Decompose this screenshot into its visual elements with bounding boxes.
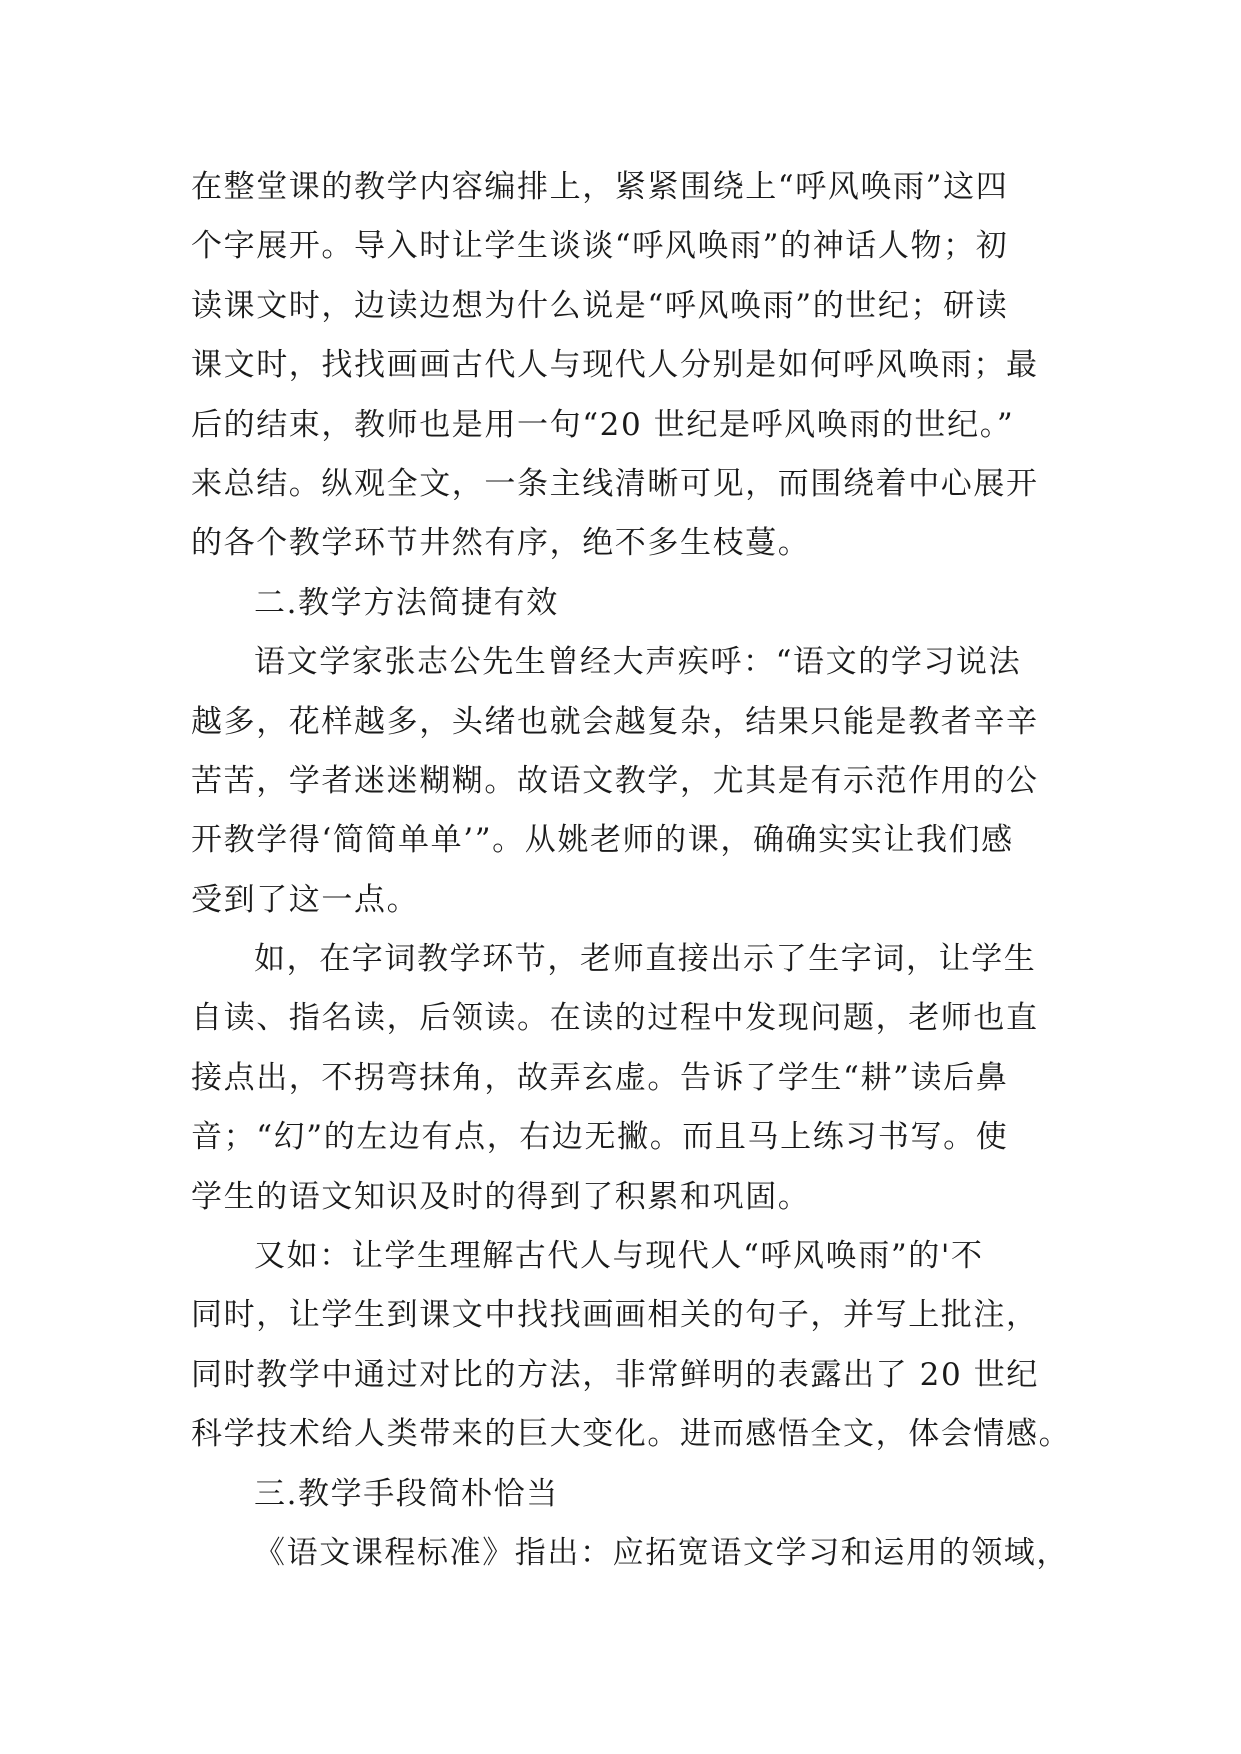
section-heading-2: 二.教学方法简捷有效 [254, 584, 559, 621]
paragraph-2-line-5: 受到了这一点。 [191, 881, 420, 918]
paragraph-4-line-3: 同时教学中通过对比的方法，非常鲜明的表露出了 20 世纪 [191, 1356, 1039, 1393]
section-heading-3: 三.教学手段简朴恰当 [254, 1475, 559, 1512]
paragraph-3-line-1: 如，在字词教学环节，老师直接出示了生字词，让学生 [254, 941, 1037, 978]
paragraph-3-line-3: 接点出，不拐弯抹角，故弄玄虚。告诉了学生“耕”读后鼻 [191, 1059, 1009, 1096]
paragraph-2-line-3: 苦苦，学者迷迷糊糊。故语文教学，尤其是有示范作用的公 [191, 762, 1039, 799]
paragraph-4-line-2: 同时，让学生到课文中找找画画相关的句子，并写上批注， [191, 1297, 1039, 1334]
paragraph-3-line-2: 自读、指名读，后领读。在读的过程中发现问题，老师也直 [191, 1000, 1039, 1037]
paragraph-4-line-4: 科学技术给人类带来的巨大变化。进而感悟全文，体会情感。 [191, 1416, 1072, 1453]
paragraph-3-line-5: 学生的语文知识及时的得到了积累和巩固。 [191, 1178, 811, 1215]
paragraph-1-line-6: 来总结。纵观全文，一条主线清晰可见，而围绕着中心展开 [191, 465, 1039, 502]
paragraph-1-line-1: 在整堂课的教学内容编排上，紧紧围绕上“呼风唤雨”这四 [191, 169, 1009, 205]
paragraph-1-line-5: 后的结束，教师也是用一句“20 世纪是呼风唤雨的世纪。” [191, 406, 1015, 443]
paragraph-1-line-7: 的各个教学环节井然有序，绝不多生枝蔓。 [191, 525, 811, 562]
paragraph-1-line-3: 读课文时，边读边想为什么说是“呼风唤雨”的世纪；研读 [191, 287, 1009, 324]
paragraph-4-line-1: 又如：让学生理解古代人与现代人“呼风唤雨”的'不 [254, 1238, 984, 1275]
paragraph-2-line-4: 开教学得‘简简单单’”。从姚老师的课，确确实实让我们感 [191, 822, 1014, 859]
paragraph-1-line-2: 个字展开。导入时让学生谈谈“呼风唤雨”的神话人物；初 [191, 228, 1009, 265]
paragraph-1-line-4: 课文时，找找画画古代人与现代人分别是如何呼风唤雨；最 [191, 347, 1039, 384]
paragraph-5-line-1: 《语文课程标准》指出：应拓宽语文学习和运用的领域， [254, 1534, 1069, 1571]
document-body [191, 158, 1072, 1583]
paragraph-2-line-1: 语文学家张志公先生曾经大声疾呼：“语文的学习说法 [254, 644, 1022, 681]
paragraph-2-line-2: 越多，花样越多，头绪也就会越复杂，结果只能是教者辛辛 [191, 703, 1039, 740]
paragraph-3-line-4: 音；“幻”的左边有点，右边无撇。而且马上练习书写。使 [191, 1119, 1009, 1156]
